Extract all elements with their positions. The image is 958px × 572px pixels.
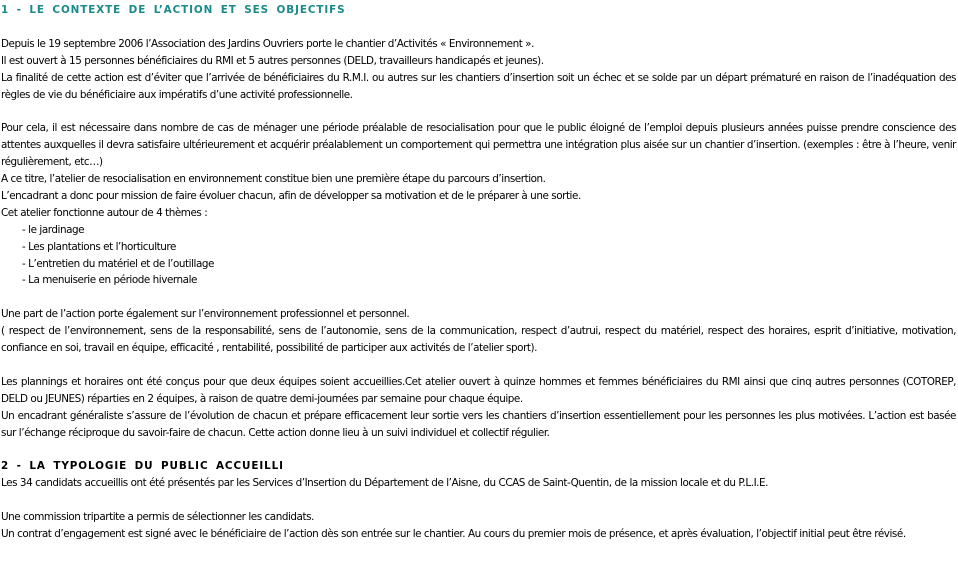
list-item: - Les plantations et l’horticulture [22,240,176,253]
paragraph-context-date: Depuis le 19 septembre 2006 l’Association des Jardins Ouvriers porte le chantier d’Activités « Environnement ». [1,37,534,50]
list-item: - le jardinage [22,223,85,236]
paragraph-schedules: Les plannings et horaires ont été conçus pour que deux équipes soient accueillies.Cet atelier ouvert à quinze hommes et femmes bénéficiaires du RMI ainsi que cinq autres personnes (COTOREP, DELD ou JEUNES) réparties en 2 équipes, à raison de quatre demi-journées par semaine pour chaque équipe. [1,375,956,405]
paragraph-supervisor: Un encadrant généraliste s’assure de l’évolution de chacun et prépare efficacement leur sortie vers les chantiers d’insertion essentiellement pour les personnes les plus motivées. L’action est basée sur l’échange réciproque du savoir-faire de chacun. Cette action donne lieu à un suivi individuel et collectif régulier. [1,409,956,439]
paragraph-purpose: La finalité de cette action est d’éviter que l’arrivée de bénéficiaires du R.M.I. ou autres sur les chantiers d’insertion soit un échec et se solde par un départ prématuré en raison de l’inadéquation des règles de vie du bénéficiaire aux impératifs d’une activité professionnelle. [1,71,956,101]
list-item: - L’entretien du matériel et de l’outillage [22,257,214,270]
section-2-heading: 2 - LA TYPOLOGIE DU PUBLIC ACCUEILLI [1,460,284,473]
paragraph-commission: Une commission tripartite a permis de sélectionner les candidats. [1,511,314,524]
spacer [1,357,956,374]
paragraph-themes-intro: Cet atelier fonctionne autour de 4 thèmes : [1,206,208,219]
paragraph-values: ( respect de l’environnement, sens de la responsabilité, sens de l’autonomie, sens de la communication, respect d’autrui, respect du matériel, respect des horaires, esprit d’initiative, motivation, confiance en soi, travail en équipe, efficacité , rentabilité, possibilité de participer aux activités de l’atelier sport). [1,325,956,355]
paragraph-environment: Une part de l’action porte également sur l’environnement professionnel et personnel. [1,308,410,321]
document-body [0,2,958,543]
themes-list [1,222,956,290]
spacer [1,19,956,36]
spacer [1,442,956,459]
spacer [1,492,956,509]
spacer [1,289,956,306]
paragraph-contract: Un contrat d’engagement est signé avec le bénéficiaire de l’action dès son entrée sur le chantier. Au cours du premier mois de présence, et après évaluation, l’objectif initial peut être révisé. [1,528,906,540]
paragraph-resocialisation: Pour cela, il est nécessaire dans nombre de cas de ménager une période préalable de resocialisation pour que le public éloigné de l’emploi depuis plusieurs années puisse prendre conscience des attentes auxquelles il devra satisfaire ultérieurement et acquérir préalablement un comportement qui permettra une intégration plus aisée sur un chantier d’insertion. (exemples : être à l’heure, venir régulièrement, etc…) [1,122,956,169]
paragraph-supervisor-mission: L’encadrant a donc pour mission de faire évoluer chacun, afin de développer sa motivation et de le préparer à une sortie. [1,189,581,202]
list-item: - La menuiserie en période hivernale [22,274,197,287]
paragraph-candidates: Les 34 candidats accueillis ont été présentés par les Services d’Insertion du Département de l’Aisne, du CCAS de Saint-Quentin, de la mission locale et du P.L.I.E. [1,477,769,490]
paragraph-first-step: A ce titre, l’atelier de resocialisation en environnement constitue bien une première étape du parcours d’insertion. [1,173,546,186]
spacer [1,103,956,120]
section-1-heading: 1 - LE CONTEXTE DE L’ACTION ET SES OBJECTIFS [1,4,346,16]
paragraph-capacity: Il est ouvert à 15 personnes bénéficiaires du RMI et 5 autres personnes (DELD, travailleurs handicapés et jeunes). [1,54,544,67]
